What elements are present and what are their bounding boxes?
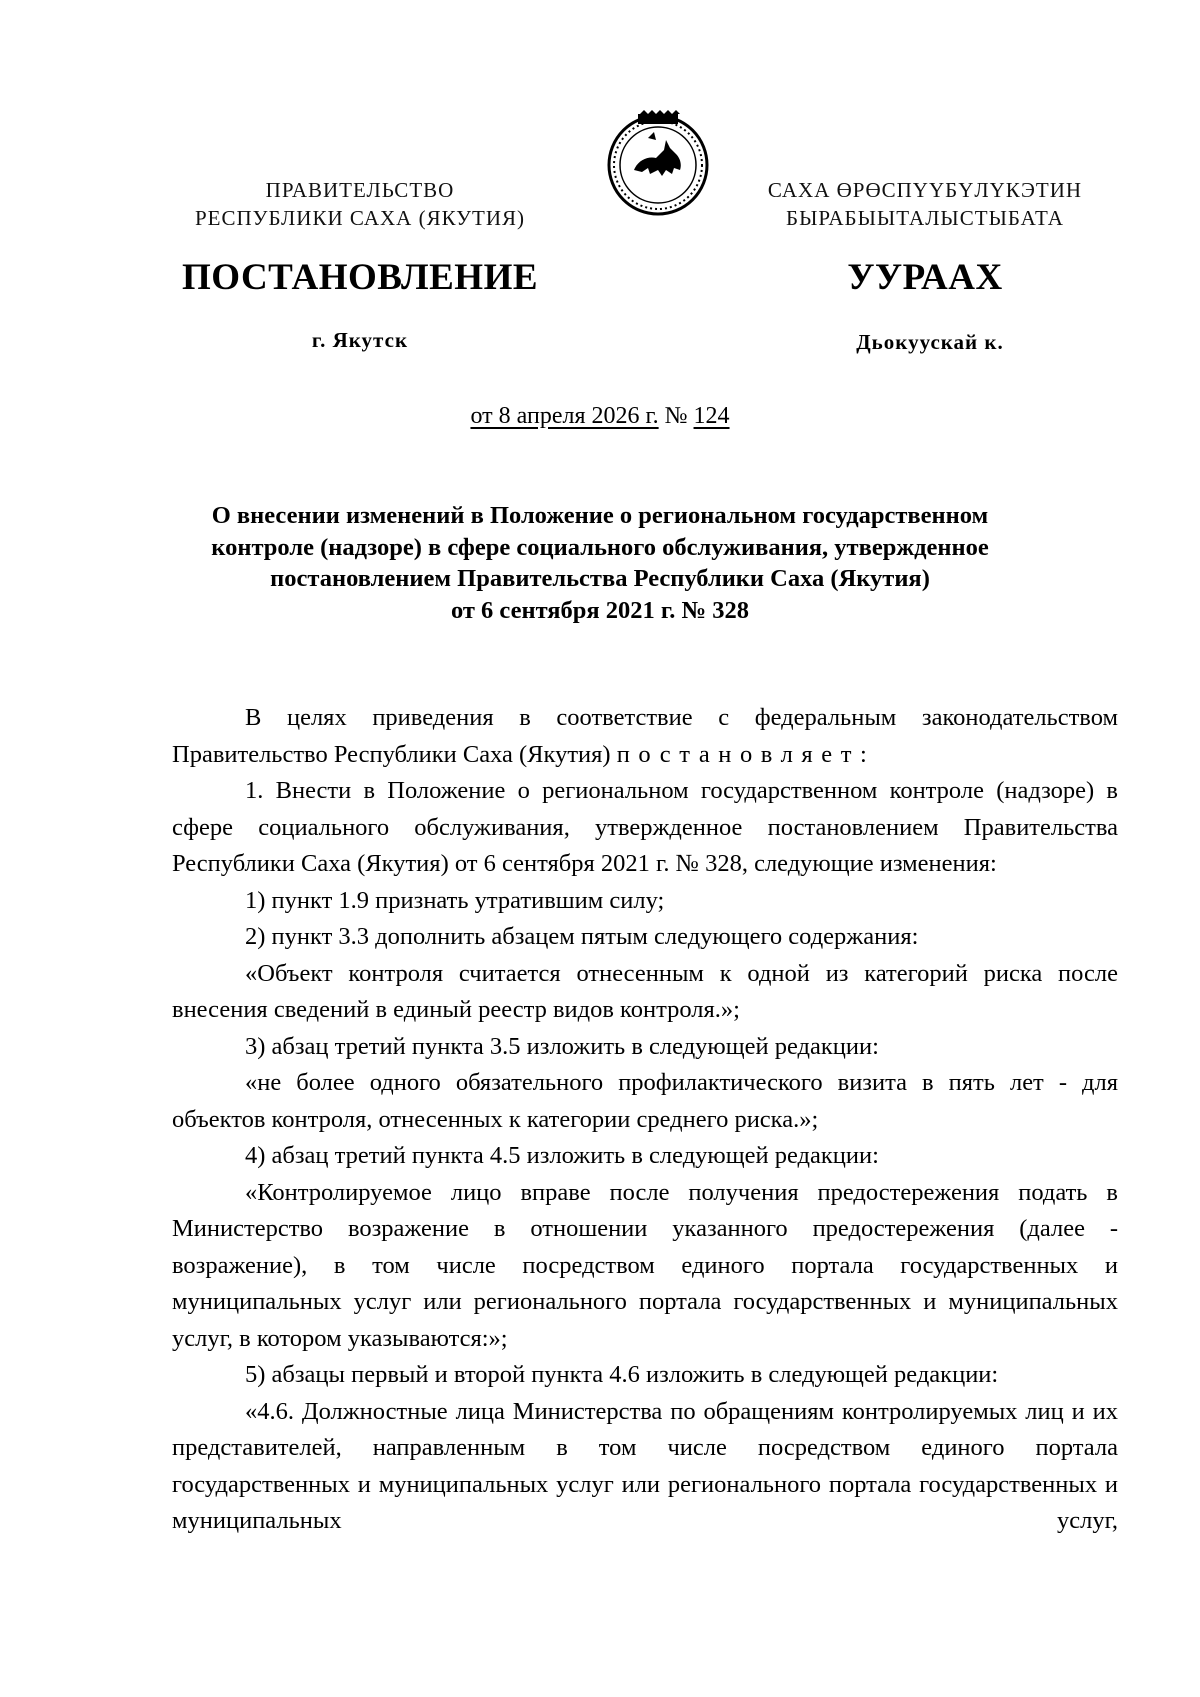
- item-1: 1. Внести в Положение о региональном государственном контроле (надзоре) в сфере социального обслуживания, утвержденное постановлением Правительства Республики Саха (Якутия) от 6 сентября 2021 г. № 328, следующие изменения:: [172, 777, 1118, 877]
- title-line1: О внесении изменений в Положение о региональном государственном: [211, 502, 989, 529]
- quote-2: «Объект контроля считается отнесенным к одной из категорий риска после внесения сведений в единый реестр видов контроля.»;: [172, 959, 1118, 1023]
- subitem-1: 1) пункт 1.9 признать утратившим силу;: [245, 886, 665, 914]
- document-title: [170, 500, 1030, 626]
- right-org-line2: БЫРАБЫЫТАЛЫСТЫБАТА: [786, 206, 1064, 230]
- right-city: Дьокуускай к.: [856, 330, 1004, 354]
- intro-text: В целях приведения в соответствие с федеральным законодательством Правительство Республики Саха (Якутия): [172, 704, 1118, 768]
- left-org-line1: ПРАВИТЕЛЬСТВО: [265, 178, 455, 202]
- right-document-type: УУРААХ: [847, 257, 1003, 298]
- subitem-2: 2) пункт 3.3 дополнить абзацем пятым следующего содержания:: [245, 923, 919, 950]
- left-document-type: ПОСТАНОВЛЕНИЕ: [181, 257, 539, 298]
- quote-5: «4.6. Должностные лица Министерства по обращениям контролируемых лиц и их представителей, направленным в том числе посредством единого портала государственных и муниципальных услуг или регионального портала государственных и муниципальных услуг,: [172, 1397, 1118, 1534]
- right-organization-name: [730, 176, 1120, 232]
- left-org-line2: РЕСПУБЛИКИ САХА (ЯКУТИЯ): [194, 206, 526, 230]
- decree-keyword: постановляет:: [616, 740, 876, 768]
- subitem-3: 3) абзац третий пункта 3.5 изложить в следующей редакции:: [245, 1032, 879, 1060]
- subitem-5: 5) абзацы первый и второй пункта 4.6 изложить в следующей редакции:: [245, 1361, 999, 1388]
- document-date: от 8 апреля 2026 г.: [470, 403, 659, 429]
- quote-4: «Контролируемое лицо вправе после получения предостережения подать в Министерство возражение в отношении указанного предостережения (далее - возражение), в том числе посредством единого портала государственных и муниципальных услуг или регионального портала государственных и муниципальных услуг, в котором указываются:»;: [172, 1178, 1118, 1352]
- document-body: [172, 700, 1118, 1540]
- right-org-line1: САХА ӨРӨСПҮҮБҮЛҮКЭТИН: [767, 178, 1083, 202]
- left-city: г. Якутск: [311, 328, 409, 352]
- coat-of-arms-emblem-icon: [604, 110, 712, 216]
- subitem-4: 4) абзац третий пункта 4.5 изложить в следующей редакции:: [245, 1142, 879, 1169]
- title-line2: контроле (надзоре) в сфере социального обслуживания, утвержденное: [211, 533, 989, 561]
- emblem-icon: [604, 110, 712, 216]
- quote-3: «не более одного обязательного профилактического визита в пять лет - для объектов контроля, отнесенных к категории среднего риска.»;: [172, 1069, 1118, 1133]
- title-line4: от 6 сентября 2021 г. № 328: [450, 596, 750, 624]
- document-number: 124: [693, 403, 730, 429]
- intro-paragraph: [172, 700, 1118, 773]
- number-sign: №: [664, 403, 688, 429]
- title-line3: постановлением Правительства Республики Саха (Якутия): [270, 565, 930, 592]
- left-organization-name: [150, 176, 570, 232]
- document-date-line: [0, 403, 1200, 430]
